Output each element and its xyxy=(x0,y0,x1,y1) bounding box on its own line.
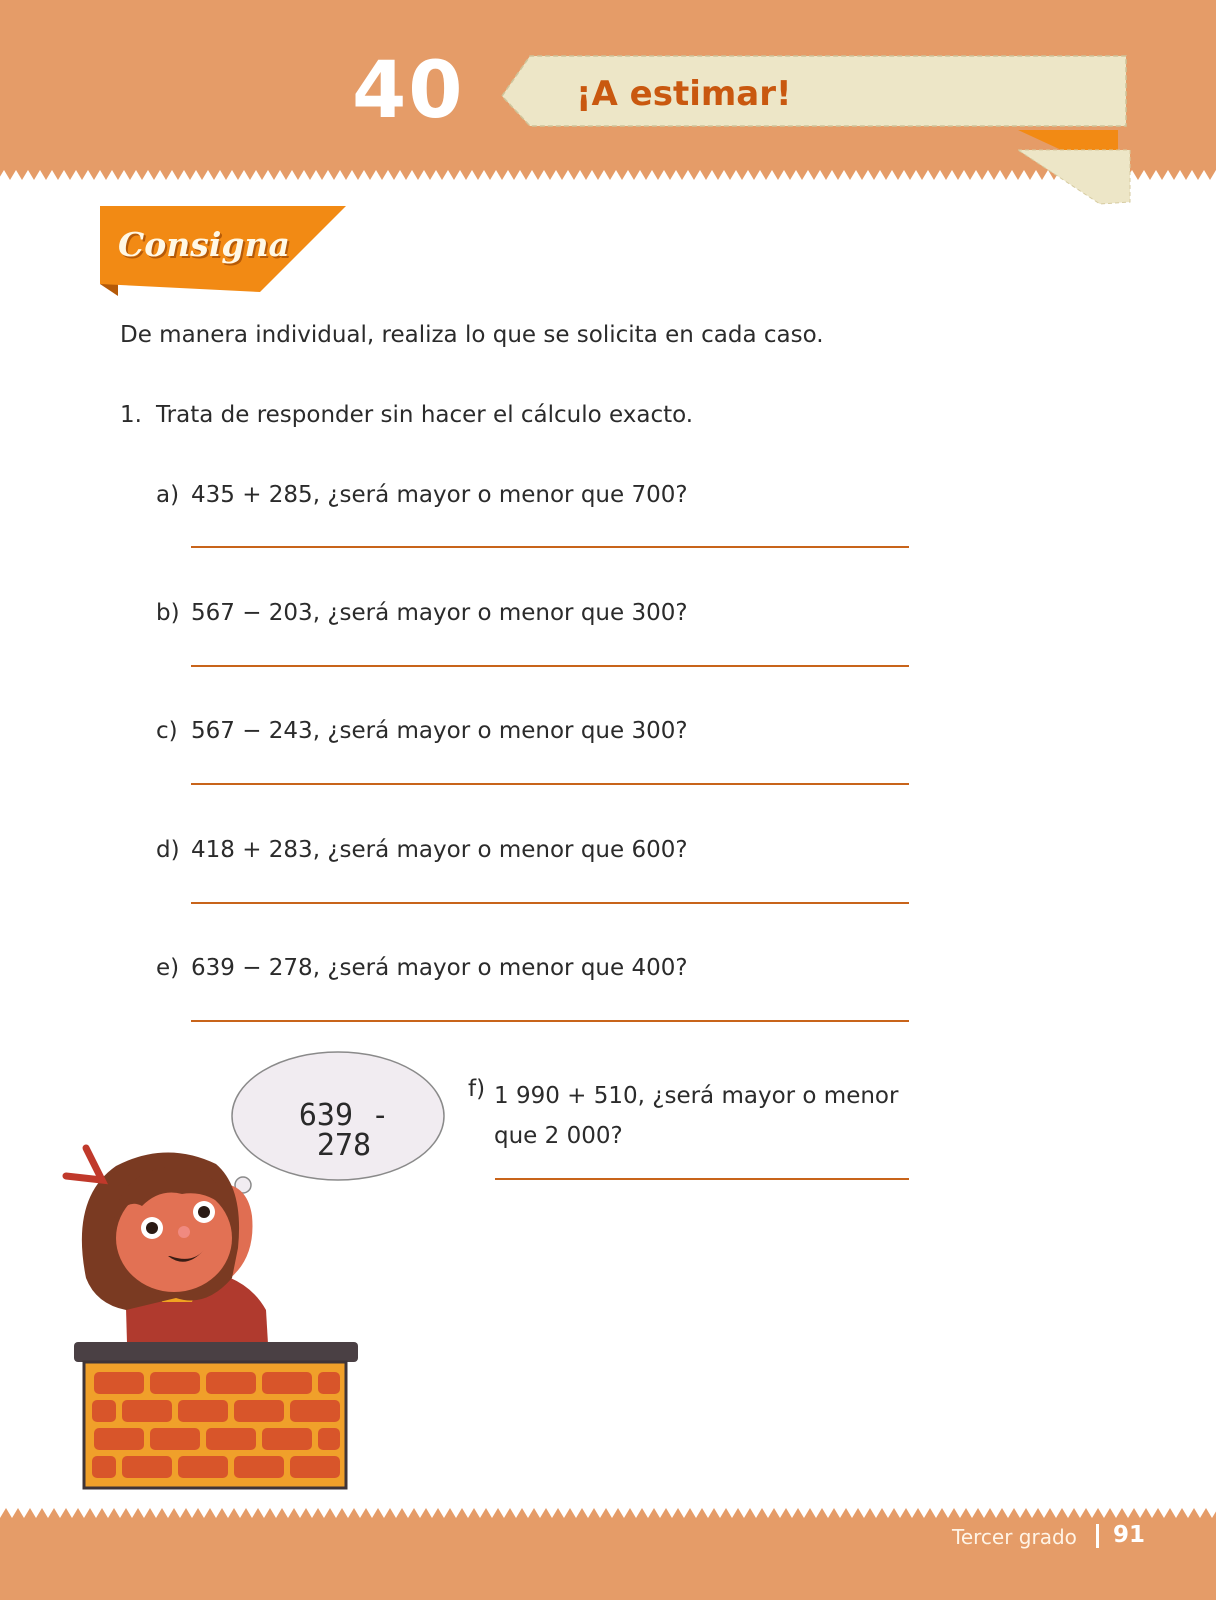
question-text: Trata de responder sin hacer el cálculo exacto. xyxy=(156,402,694,428)
item-text-f xyxy=(494,1076,924,1156)
item-text-d: 418 + 283, ¿será mayor o menor que 600? xyxy=(191,837,688,863)
item-text-c: 567 − 243, ¿será mayor o menor que 300? xyxy=(191,718,688,744)
page-number: 91 xyxy=(1113,1522,1146,1548)
item-letter-d: d) xyxy=(156,837,180,863)
instruction-text: De manera individual, realiza lo que se solicita en cada caso. xyxy=(120,322,824,348)
consigna-label: Consigna xyxy=(118,225,290,264)
answer-line-e[interactable] xyxy=(191,1020,909,1022)
question-number: 1. xyxy=(120,402,142,428)
answer-line-a[interactable] xyxy=(191,546,909,548)
item-letter-b: b) xyxy=(156,600,180,626)
item-text-f-line1: 1 990 + 510, ¿será mayor o menor xyxy=(494,1083,899,1109)
item-letter-c: c) xyxy=(156,718,178,744)
answer-line-f[interactable] xyxy=(495,1178,909,1180)
item-letter-a: a) xyxy=(156,482,180,508)
item-text-b: 567 − 203, ¿será mayor o menor que 300? xyxy=(191,600,688,626)
lesson-number: 40 xyxy=(352,46,465,136)
item-letter-e: e) xyxy=(156,955,180,981)
thought-bubble-text: 639 - 278 xyxy=(298,1098,390,1163)
lesson-title: ¡A estimar! xyxy=(576,74,792,114)
item-text-a: 435 + 285, ¿será mayor o menor que 700? xyxy=(191,482,688,508)
footer-band xyxy=(0,1508,1216,1600)
item-letter-f: f) xyxy=(468,1076,486,1102)
footer-grade: Tercer grado xyxy=(952,1525,1077,1549)
answer-line-b[interactable] xyxy=(191,665,909,667)
item-text-e: 639 − 278, ¿será mayor o menor que 400? xyxy=(191,955,688,981)
answer-line-c[interactable] xyxy=(191,783,909,785)
footer-separator xyxy=(1096,1524,1099,1548)
answer-line-d[interactable] xyxy=(191,902,909,904)
item-text-f-line2: que 2 000? xyxy=(494,1123,623,1149)
